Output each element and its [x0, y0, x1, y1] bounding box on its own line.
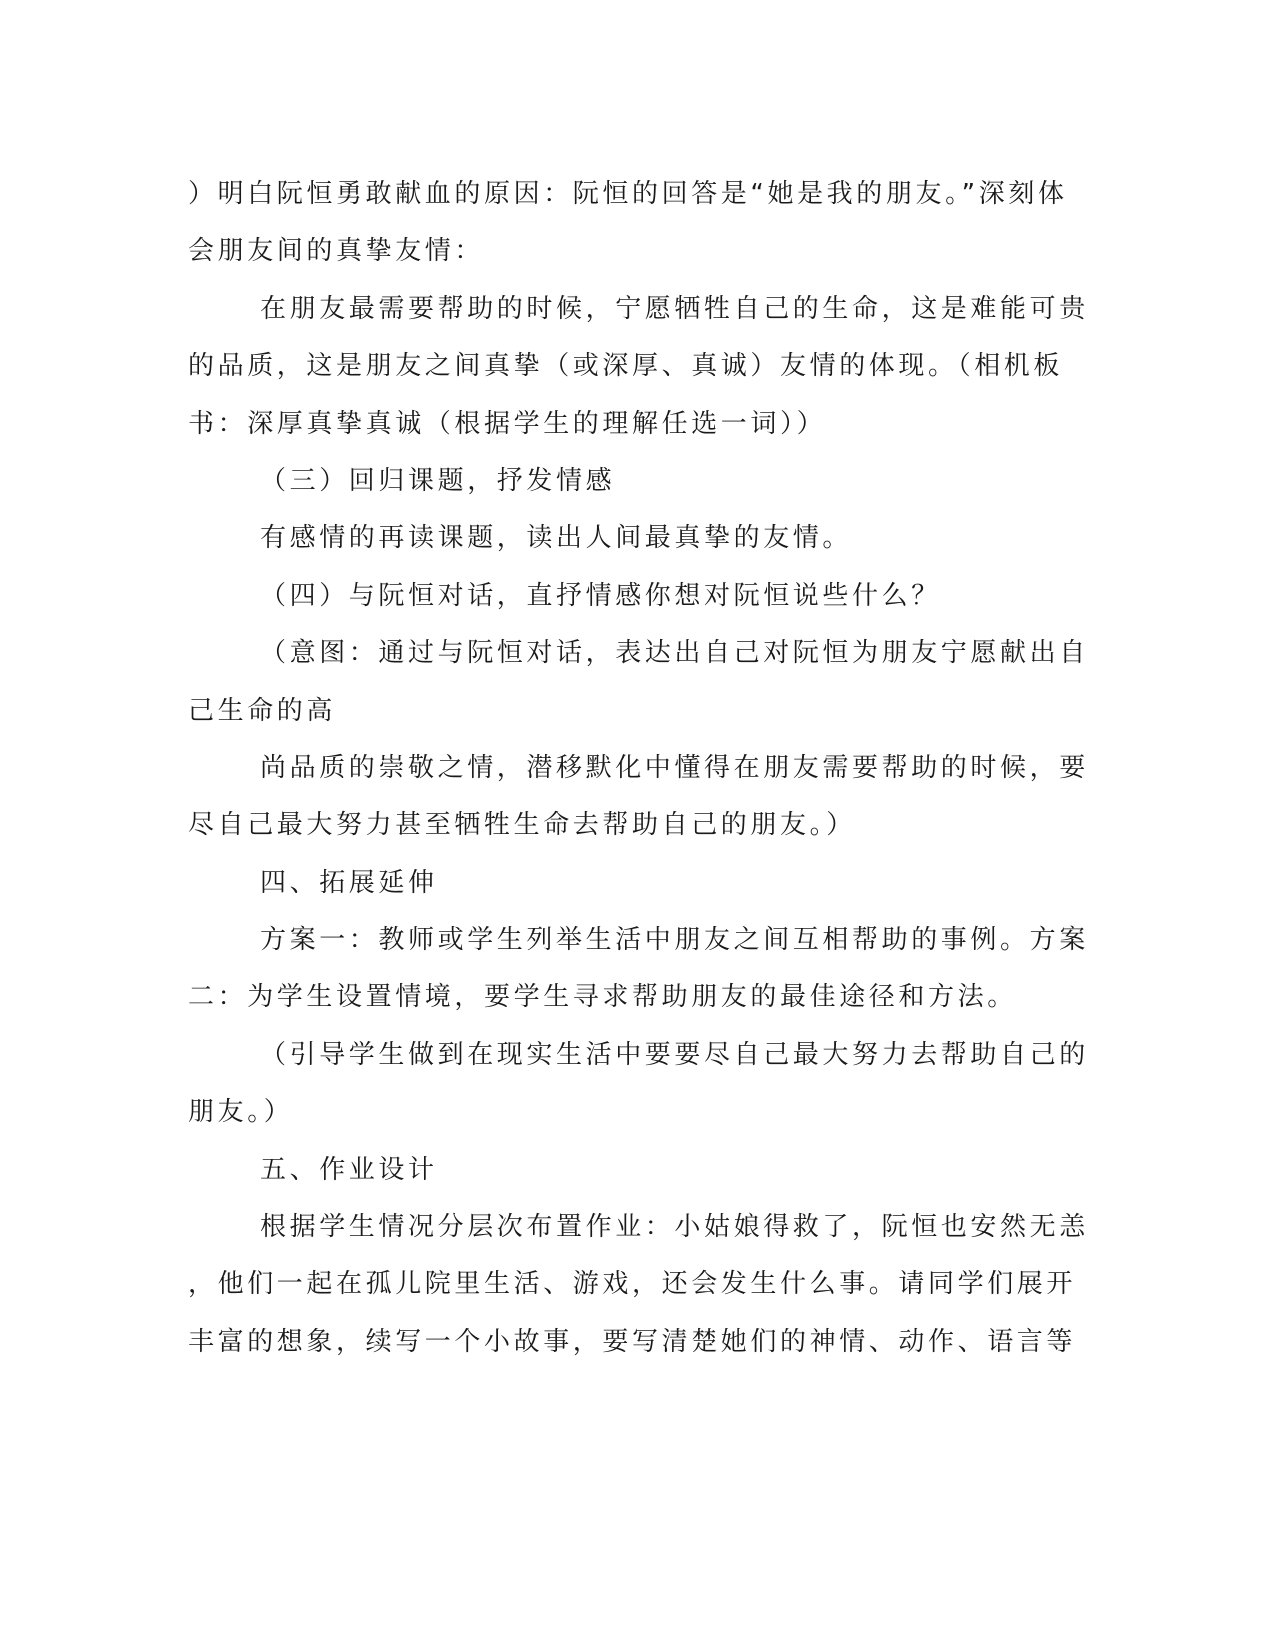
text-line: 书：深厚真挚真诚（根据学生的理解任选一词））: [188, 408, 827, 439]
text-line: （意图：通过与阮恒对话，表达出自己对阮恒为朋友宁愿献出自: [260, 638, 1089, 669]
section-heading: 五、作业设计: [260, 1154, 438, 1185]
text-line: 丰富的想象，续写一个小故事，要写清楚她们的神情、动作、语言等: [188, 1326, 1077, 1357]
text-line: 二：为学生设置情境，要学生寻求帮助朋友的最佳途径和方法。: [188, 982, 1017, 1013]
section-heading: （三）回归课题，抒发情感: [260, 465, 616, 496]
text-line: 尚品质的崇敬之情，潜移默化中懂得在朋友需要帮助的时候，要: [260, 752, 1089, 783]
text-line: 方案一：教师或学生列举生活中朋友之间互相帮助的事例。方案: [260, 925, 1089, 956]
section-heading: （四）与阮恒对话，直抒情感你想对阮恒说些什么？: [260, 580, 941, 611]
text-line: （引导学生做到在现实生活中要要尽自己最大努力去帮助自己的: [260, 1039, 1089, 1070]
section-heading: 四、拓展延伸: [260, 867, 438, 898]
text-line: ，他们一起在孤儿院里生活、游戏，还会发生什么事。请同学们展开: [188, 1269, 1077, 1300]
document-body: [188, 166, 1089, 1371]
text-line: 的品质，这是朋友之间真挚（或深厚、真诚）友情的体现。（相机板: [188, 351, 1064, 382]
text-line: 有感情的再读课题，读出人间最真挚的友情。: [260, 523, 853, 554]
text-line: 在朋友最需要帮助的时候，宁愿牺牲自己的生命，这是难能可贵: [260, 293, 1089, 324]
text-line: 尽自己最大努力甚至牺牲生命去帮助自己的朋友。）: [188, 810, 856, 841]
text-line: 根据学生情况分层次布置作业：小姑娘得救了，阮恒也安然无恙: [260, 1212, 1089, 1243]
text-line: ）明白阮恒勇敢献血的原因：阮恒的回答是“她是我的朋友。”深刻体: [188, 179, 1068, 209]
text-line: 朋友。）: [188, 1097, 294, 1128]
text-line: 会朋友间的真挚友情：: [188, 236, 485, 267]
text-line: 己生命的高: [188, 695, 337, 726]
